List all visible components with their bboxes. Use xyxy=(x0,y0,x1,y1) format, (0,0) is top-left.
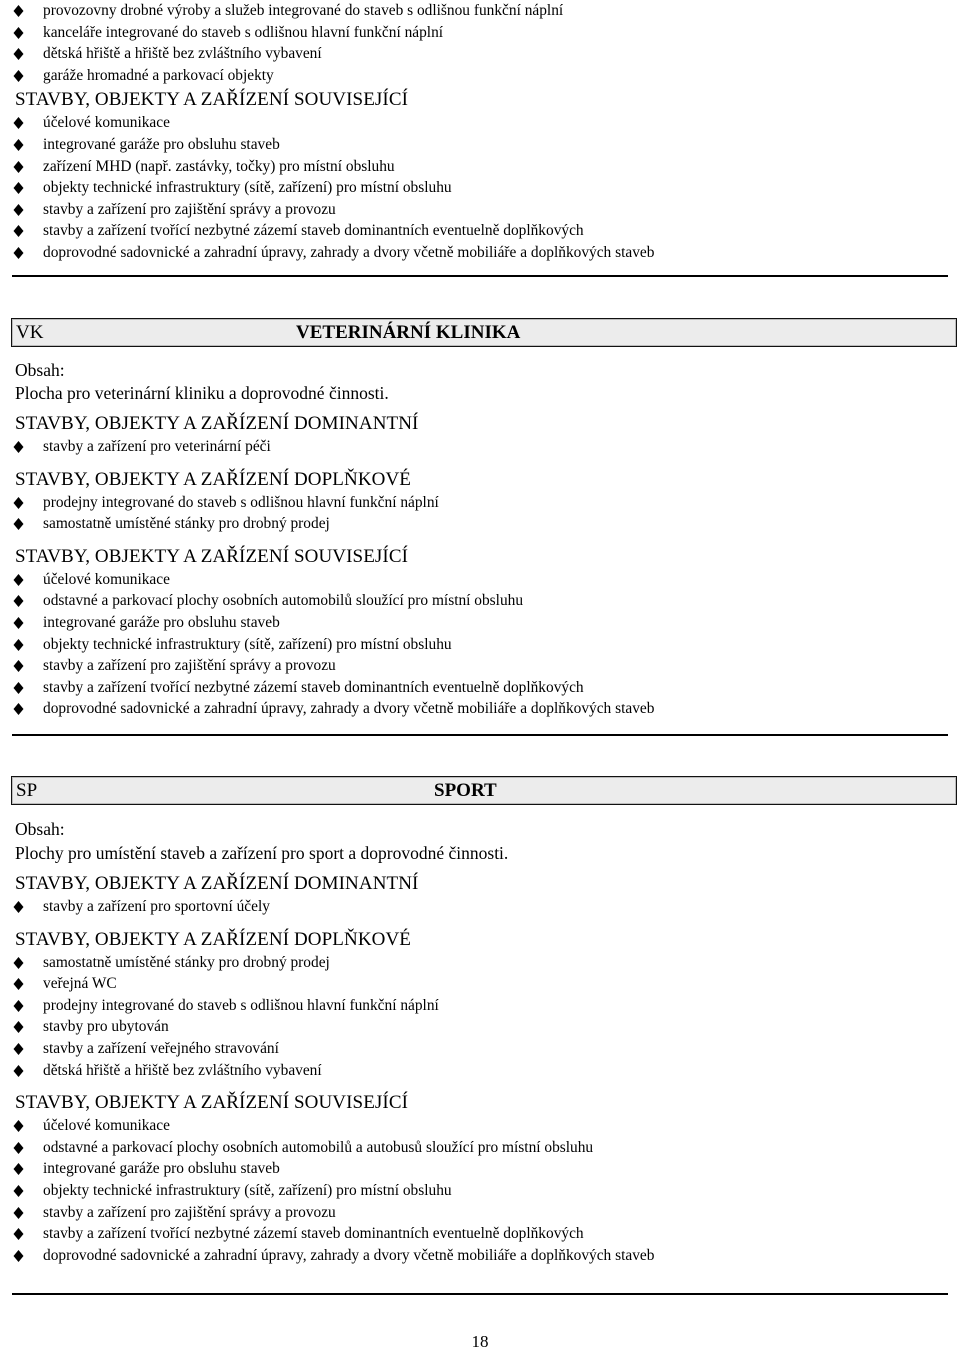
list-item-text: stavby a zařízení tvořící nezbytné zázemí staveb dominantních eventuelně doplňkových xyxy=(43,222,584,240)
list-item-text: prodejny integrované do staveb s odlišnou hlavní funkční náplní xyxy=(43,493,439,511)
section-divider xyxy=(0,1293,960,1295)
list-item-text: samostatně umístěné stánky pro drobný prodej xyxy=(43,953,330,971)
diamond-bullet-icon xyxy=(13,639,24,651)
list-item-text: objekty technické infrastruktury (sítě, zařízení) pro místní obsluhu xyxy=(43,179,452,197)
list-item xyxy=(0,1158,960,1180)
list-item-text: objekty technické infrastruktury (sítě, zařízení) pro místní obsluhu xyxy=(43,635,452,653)
list-item xyxy=(0,634,960,656)
page-number: 18 xyxy=(471,1332,489,1351)
obsah-label: Obsah: xyxy=(15,819,65,839)
diamond-bullet-icon xyxy=(13,703,24,715)
diamond-bullet-icon xyxy=(13,595,24,607)
heading-doplnkove: STAVBY, OBJEKTY A ZAŘÍZENÍ DOPLŇKOVÉ xyxy=(15,468,411,490)
diamond-bullet-icon xyxy=(13,617,24,629)
list-item-text: samostatně umístěné stánky pro drobný prodej xyxy=(43,515,330,533)
list-item-text: účelové komunikace xyxy=(43,114,170,132)
diamond-bullet-icon xyxy=(13,139,24,151)
list-item-text: stavby a zařízení pro zajištění správy a provozu xyxy=(43,1203,336,1221)
diamond-bullet-icon xyxy=(13,182,24,194)
heading-doplnkove: STAVBY, OBJEKTY A ZAŘÍZENÍ DOPLŇKOVÉ xyxy=(15,928,411,950)
list-item-text: stavby a zařízení pro veterinární péči xyxy=(43,438,271,455)
list-item xyxy=(0,112,960,134)
list-item-text: doprovodné sadovnické a zahradní úpravy, zahrady a dvory včetně mobiliáře a doplňkových staveb xyxy=(43,1246,655,1264)
list-item-text: kanceláře integrované do staveb s odlišnou hlavní funkční náplní xyxy=(43,23,444,41)
diamond-bullet-icon xyxy=(13,1207,24,1219)
list-item-text: integrované garáže pro obsluhu staveb xyxy=(43,1160,280,1178)
diamond-bullet-icon xyxy=(13,117,24,129)
diamond-bullet-icon xyxy=(13,518,24,530)
list-item xyxy=(0,1038,960,1060)
diamond-bullet-icon xyxy=(13,1000,24,1012)
diamond-bullet-icon xyxy=(13,5,24,17)
souvisejici-list xyxy=(0,569,960,720)
list-item xyxy=(0,134,960,156)
list-item-text: veřejná WC xyxy=(43,975,117,993)
list-item xyxy=(0,612,960,634)
diamond-bullet-icon xyxy=(13,901,24,913)
section-title: SPORT xyxy=(434,780,497,801)
list-item xyxy=(0,177,960,199)
obsah-text: Plocha pro veterinární kliniku a doprovodné činnosti. xyxy=(15,383,389,403)
list-item xyxy=(0,492,960,514)
list-item xyxy=(0,1060,960,1082)
list-item-text: stavby pro ubytován xyxy=(43,1018,169,1036)
heading-souvisejici: STAVBY, OBJEKTY A ZAŘÍZENÍ SOUVISEJÍCÍ xyxy=(15,89,409,111)
list-item-text: doprovodné sadovnické a zahradní úpravy, zahrady a dvory včetně mobiliáře a doplňkových staveb xyxy=(43,243,655,261)
list-item xyxy=(0,436,960,458)
list-item xyxy=(0,22,960,44)
list-item xyxy=(0,569,960,591)
diamond-bullet-icon xyxy=(13,574,24,586)
souvisejici-list xyxy=(0,1115,960,1266)
list-item-text: dětská hřiště a hřiště bez zvláštního vybavení xyxy=(43,45,322,63)
doplnkove-list xyxy=(0,492,960,535)
list-item-text: doprovodné sadovnické a zahradní úpravy, zahrady a dvory včetně mobiliáře a doplňkových staveb xyxy=(43,700,655,718)
list-item xyxy=(0,242,960,264)
section-title: VETERINÁRNÍ KLINIKA xyxy=(296,322,521,343)
list-item-text: odstavné a parkovací plochy osobních automobilů sloužící pro místní obsluhu xyxy=(43,592,524,610)
list-item-text: účelové komunikace xyxy=(43,570,170,588)
list-item xyxy=(0,199,960,221)
diamond-bullet-icon xyxy=(13,1142,24,1154)
list-item xyxy=(0,896,960,918)
list-item-text: objekty technické infrastruktury (sítě, zařízení) pro místní obsluhu xyxy=(43,1181,452,1199)
list-item-text: stavby a zařízení pro zajištění správy a provozu xyxy=(43,657,336,675)
list-item-text: stavby a zařízení tvořící nezbytné zázemí staveb dominantních eventuelně doplňkových xyxy=(43,1225,584,1243)
diamond-bullet-icon xyxy=(13,1228,24,1240)
list-item xyxy=(0,1137,960,1159)
top-list-a xyxy=(0,0,960,86)
top-list-b xyxy=(0,112,960,263)
diamond-bullet-icon xyxy=(13,225,24,237)
diamond-bullet-icon xyxy=(13,1163,24,1175)
diamond-bullet-icon xyxy=(13,978,24,990)
list-item xyxy=(0,1245,960,1267)
list-item-text: integrované garáže pro obsluhu staveb xyxy=(43,135,280,153)
diamond-bullet-icon xyxy=(13,497,24,509)
list-item xyxy=(0,513,960,535)
list-item-text: zařízení MHD (např. zastávky, točky) pro místní obsluhu xyxy=(43,157,395,175)
list-item-text: účelové komunikace xyxy=(43,1117,170,1135)
diamond-bullet-icon xyxy=(13,1185,24,1197)
section-code: VK xyxy=(16,322,44,343)
heading-souvisejici: STAVBY, OBJEKTY A ZAŘÍZENÍ SOUVISEJÍCÍ xyxy=(15,545,409,567)
section-divider xyxy=(0,734,960,736)
dominantni-list xyxy=(0,436,960,458)
list-item xyxy=(0,65,960,87)
heading-souvisejici: STAVBY, OBJEKTY A ZAŘÍZENÍ SOUVISEJÍCÍ xyxy=(15,1092,409,1114)
list-item-text: stavby a zařízení veřejného stravování xyxy=(43,1039,279,1057)
section-code: SP xyxy=(16,780,38,801)
diamond-bullet-icon xyxy=(13,27,24,39)
list-item-text: dětská hřiště a hřiště bez zvláštního vybavení xyxy=(43,1061,322,1079)
list-item-text: integrované garáže pro obsluhu staveb xyxy=(43,613,280,631)
diamond-bullet-icon xyxy=(13,682,24,694)
list-item-text: stavby a zařízení pro zajištění správy a provozu xyxy=(43,200,336,218)
dominantni-list xyxy=(0,896,960,918)
list-item xyxy=(0,655,960,677)
list-item xyxy=(0,973,960,995)
list-item-text: prodejny integrované do staveb s odlišnou hlavní funkční náplní xyxy=(43,996,439,1014)
diamond-bullet-icon xyxy=(13,1021,24,1033)
heading-dominantni: STAVBY, OBJEKTY A ZAŘÍZENÍ DOMINANTNÍ xyxy=(15,413,419,434)
obsah-label: Obsah: xyxy=(15,360,65,380)
vk-block xyxy=(0,359,960,720)
doplnkove-list xyxy=(0,952,960,1082)
list-item xyxy=(0,1223,960,1245)
section-divider xyxy=(0,275,960,277)
list-item xyxy=(0,1202,960,1224)
diamond-bullet-icon xyxy=(13,1250,24,1262)
list-item xyxy=(0,590,960,612)
list-item xyxy=(0,995,960,1017)
diamond-bullet-icon xyxy=(13,161,24,173)
section-header-sp xyxy=(11,776,957,805)
section-header-vk xyxy=(11,318,957,347)
diamond-bullet-icon xyxy=(13,204,24,216)
diamond-bullet-icon xyxy=(13,957,24,969)
list-item xyxy=(0,43,960,65)
list-item xyxy=(0,1180,960,1202)
diamond-bullet-icon xyxy=(13,247,24,259)
heading-dominantni: STAVBY, OBJEKTY A ZAŘÍZENÍ DOMINANTNÍ xyxy=(15,873,419,894)
diamond-bullet-icon xyxy=(13,660,24,672)
list-item xyxy=(0,677,960,699)
diamond-bullet-icon xyxy=(13,1043,24,1055)
list-item xyxy=(0,1016,960,1038)
list-item-text: odstavné a parkovací plochy osobních automobilů a autobusů sloužící pro místní obsluhu xyxy=(43,1138,594,1156)
diamond-bullet-icon xyxy=(13,1065,24,1077)
list-item xyxy=(0,1115,960,1137)
list-item xyxy=(0,156,960,178)
list-item xyxy=(0,0,960,22)
sp-block xyxy=(0,818,960,1266)
top-block xyxy=(0,0,960,264)
list-item-text: stavby a zařízení tvořící nezbytné zázemí staveb dominantních eventuelně doplňkových xyxy=(43,678,584,696)
diamond-bullet-icon xyxy=(13,48,24,60)
list-item-text: garáže hromadné a parkovací objekty xyxy=(43,66,274,84)
diamond-bullet-icon xyxy=(13,1120,24,1132)
diamond-bullet-icon xyxy=(13,441,24,453)
list-item xyxy=(0,952,960,974)
diamond-bullet-icon xyxy=(13,70,24,82)
list-item-text: provozovny drobné výroby a služeb integrované do staveb s odlišnou funkční náplní xyxy=(43,2,564,19)
list-item xyxy=(0,698,960,720)
list-item-text: stavby a zařízení pro sportovní účely xyxy=(43,898,270,915)
obsah-text: Plochy pro umístění staveb a zařízení pro sport a doprovodné činnosti. xyxy=(15,843,509,863)
list-item xyxy=(0,220,960,242)
